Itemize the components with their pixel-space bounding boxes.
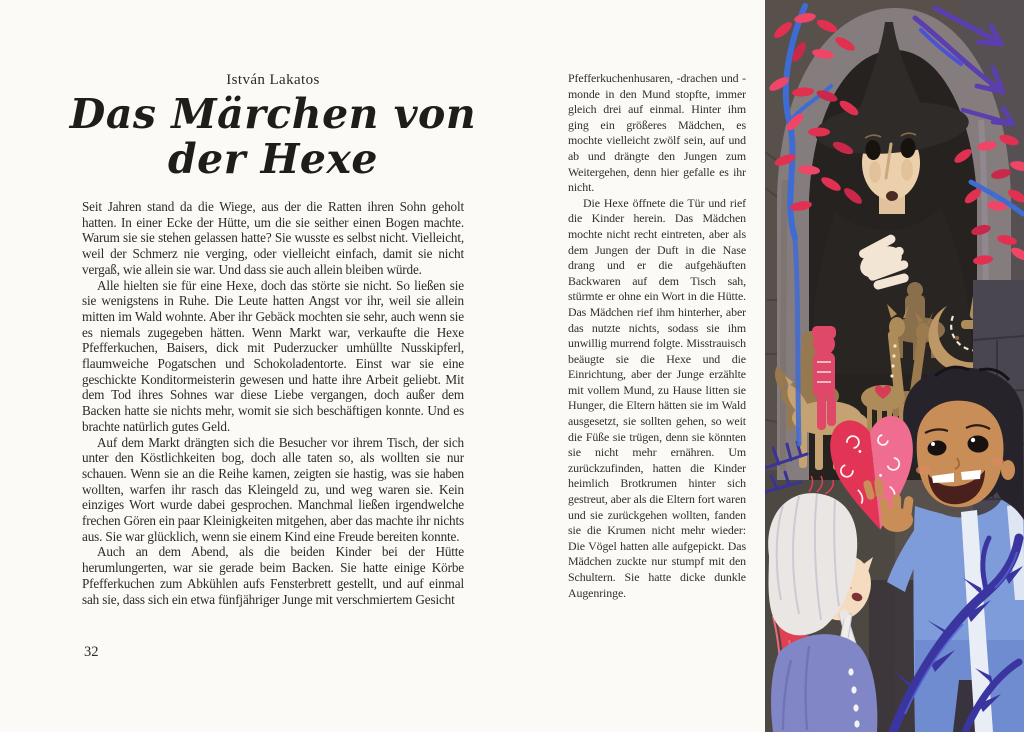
witch-illustration-svg	[765, 0, 1024, 732]
arch-shade	[783, 180, 785, 470]
paragraph: Seit Jahren stand da die Wiege, aus der die Ratten ihren Sohn geholt hatten. In einer Ecke der Hütte, um die sie seither einen Bogen machte. Warum sie sie stehen gelassen hatte? Sie wusste es selbst nicht. Vielleicht, weil der Schmerz nie verging, oder vielleicht einfach, damit sie nicht vergaß, wie allein sie war. Und dass sie auch allein bleiben würde.	[82, 199, 464, 277]
witch-cheek-shadow	[869, 161, 881, 183]
story-title-line1: Das Märchen von	[69, 90, 477, 138]
page-number: 32	[84, 644, 99, 660]
paragraph: Auf dem Markt drängten sich die Besucher vor ihrem Tisch, der sich unter den Köstlichkeiten bog, doch alle taten so, als wollten sie nur schauen. Wenn sie an die Reihe kamen, zeigten sie hastig, was sie haben wollten, warfen ihr rasch das Kleingeld zu, und weg waren sie. Kein einziges Wort wurde dabei gesprochen. Manchmal ließen irgendwelche frechen Gören ein paar Kleinigkeiten mitgehen, aber das machte ihr nichts aus. Sie war glücklich, wenn sie einem Kind eine Freude bereiten konnte.	[82, 434, 464, 544]
author-name: István Lakatos	[226, 72, 320, 88]
eye-glint	[931, 442, 935, 446]
right-page-body	[568, 71, 746, 601]
boy-blush	[916, 466, 930, 475]
paragraph: Auch an dem Abend, als die beiden Kinder bei der Hütte herumlungerten, war sie gerade beim Backen. Sie hatte einige Körbe Pfefferkuchen zum Abkühlen aufs Fensterbrett gestellt, und auf einmal sah sie, dass sich ein etwa fünfjähriger Junge mit verschmiertem Gesicht	[82, 544, 464, 607]
witch-illustration	[765, 0, 1024, 732]
paragraph: Alle hielten sie für eine Hexe, doch das störte sie nicht. So ließen sie sie wenigstens in Ruhe. Die Leute hatten Angst vor ihr, weil sie allein mitten im Wald wohnte. Aber ihr Gebäck mochten sie sehr, auch wenn sie es niemals zugegeben hätten. Wenn Markt war, verkaufte die Hexe Pfefferkuchen, Baisers, dick mit Puderzucker umhüllte Nusskipferl, flaumweiche Pogatschen und Schokoladentorte. Einst war sie eine geschickte Konditormeisterin gewesen und hatte ihre Arbeit geliebt. Mit dem Tod ihres Sohnes war diese Liebe vergangen, doch außer dem Backen hatte sie nichts mehr, womit sie sich beschäftigen konnte. Und es brachte natürlich gutes Geld.	[82, 277, 464, 434]
paragraph: Pfefferkuchenhusaren, -drachen und -monde in den Mund stopfte, immer gleich drei auf einmal. Hinter ihm ging ein größeres Mädchen, es mochte vielleicht zwölf sein, auf und ab und drängte den Jungen zum Weitergehen, denn hier gefalle es ihr nicht.	[568, 71, 746, 195]
left-page-body	[82, 199, 464, 607]
witch-cheek-shadow	[901, 159, 913, 181]
story-title-line2: der Hexe	[168, 135, 378, 183]
story-title	[62, 92, 484, 182]
eye-glint	[971, 438, 975, 442]
boy-blush	[992, 458, 1004, 466]
paragraph: Die Hexe öffnete die Tür und rief die Kinder herein. Das Mädchen mochte nicht recht eintreten, aber als dem Jungen der Duft in die Nase drang und er die aufgehäuften Backwaren auf dem Tisch sah, stürmte er ohne ein Wort in die Hütte. Das Mädchen rief ihm hinterher, aber das nutzte nichts, sodass sie ihm unwillig murrend folgte. Misstrauisch beäugte sie die Hexe und die Einrichtung, aber der Junge erzählte mit vollem Mund, zu Hause litten sie Hunger, die Eltern hätten sie im Wald ausgesetzt, sie sollten gehen, so weit die Füße sie trügen, denn sie könnten sie nicht mehr ernähren. Um zurückzufinden, hatten die Kinder heimlich Brotkrumen hinter sich gestreut, aber als die Eltern fort waren und sie zurückgehen wollten, fanden sie die Krumen nicht mehr wieder: Die Vögel hatten alle aufgepickt. Das Mädchen zuckte nur stumpf mit den Schultern. Sie hatte dicke dunkle Augenringe.	[568, 195, 746, 600]
witch-mouth	[886, 191, 898, 201]
